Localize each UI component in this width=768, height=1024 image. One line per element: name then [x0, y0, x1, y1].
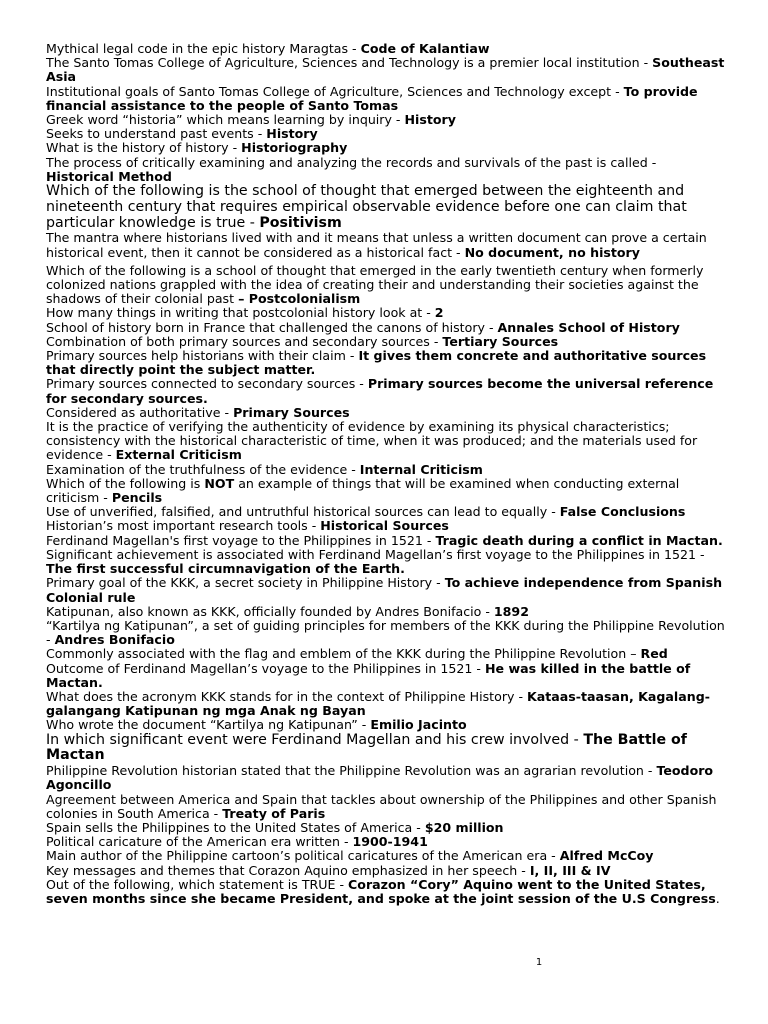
- answer-text: Andres Bonifacio: [54, 632, 175, 648]
- answer-text: 1900-1941: [352, 834, 428, 850]
- answer-text: No document, no history: [464, 244, 640, 260]
- qa-item: [46, 477, 726, 505]
- qa-item: [46, 264, 726, 307]
- answer-text: Alfred McCoy: [559, 848, 654, 864]
- qa-item: [46, 864, 726, 878]
- question-text: What is the history of history -: [46, 140, 242, 156]
- qa-item: [46, 835, 726, 849]
- qa-item: [46, 231, 726, 259]
- answer-text: Emilio Jacinto: [370, 717, 467, 733]
- question-text: Examination of the truthfulness of the evidence -: [46, 461, 360, 477]
- qa-item: [46, 349, 726, 377]
- answer-text: 1892: [493, 603, 529, 619]
- qa-item: [46, 420, 726, 463]
- question-text: How many things in writing that postcolonial history look at -: [46, 305, 435, 321]
- qa-item: [46, 733, 726, 765]
- question-text: Which of the following is: [46, 475, 205, 491]
- qa-item: [46, 184, 726, 231]
- page-number: 1: [535, 957, 543, 968]
- qa-item: [46, 662, 726, 690]
- question-text: What does the acronym KKK stands for in the context of Philippine History -: [46, 688, 527, 704]
- answer-text: It gives them concrete and authoritative sources that directly point the subject matter.: [46, 348, 707, 378]
- question-text: Political caricature of the American era written -: [46, 834, 353, 850]
- answer-text: – Postcolonialism: [238, 291, 361, 307]
- question-text: Commonly associated with the flag and emblem of the KKK during the Philippine Revolution –: [46, 646, 641, 662]
- question-text: Out of the following, which statement is TRUE -: [46, 876, 349, 892]
- answer-text: Annales School of History: [497, 319, 680, 335]
- qa-item: [46, 335, 726, 349]
- qa-item: [46, 306, 726, 320]
- answer-text: Tragic death during a conflict in Mactan.: [435, 532, 723, 548]
- qa-item: [46, 321, 726, 335]
- qa-item: [46, 619, 726, 647]
- answer-text: He was killed in the battle of Mactan.: [46, 660, 691, 690]
- answer-text: Primary sources become the universal reference for secondary sources.: [46, 376, 714, 406]
- question-text: The process of critically examining and analyzing the records and survivals of the past is called -: [46, 154, 657, 170]
- qa-item: [46, 377, 726, 405]
- qa-item: [46, 534, 726, 548]
- qa-item: [46, 156, 726, 184]
- question-text: Which of the following is a school of thought that emerged in the early twentieth century when formerly colonized nations grappled with the idea of creating their and understanding their societies against the shadows of their colonial past: [46, 262, 704, 307]
- question-text: Katipunan, also known as KKK, officially founded by Andres Bonifacio -: [46, 603, 494, 619]
- qa-item: [46, 821, 726, 835]
- qa-item: [46, 718, 726, 732]
- qa-item: [46, 793, 726, 821]
- qa-item: [46, 690, 726, 718]
- question-text: Significant achievement is associated with Ferdinand Magellan’s first voyage to the Philippines in 1521 -: [46, 546, 705, 562]
- qa-item: [46, 576, 726, 604]
- answer-text: Positivism: [259, 214, 342, 231]
- question-text: Agreement between America and Spain that tackles about ownership of the Philippines and other Spanish colonies in South America -: [46, 791, 717, 821]
- qa-item: [46, 878, 726, 906]
- question-text: The mantra where historians lived with and it means that unless a written document can prove a certain historical event, then it cannot be considered as a historical fact -: [46, 230, 707, 260]
- question-text: Who wrote the document “Kartilya ng Katipunan” -: [46, 717, 371, 733]
- qa-item: [46, 519, 726, 533]
- answer-text: Internal Criticism: [359, 461, 483, 477]
- qa-item: [46, 406, 726, 420]
- answer-text: Kataas-taasan, Kagalang-galangang Katipunan ng mga Anak ng Bayan: [46, 688, 710, 719]
- answer-text: 2: [434, 305, 444, 321]
- question-text: Primary goal of the KKK, a secret society in Philippine History -: [46, 575, 445, 591]
- question-text: Mythical legal code in the epic history Maragtas -: [46, 41, 361, 56]
- answer-text: Historical Method: [46, 168, 172, 184]
- question-text: Main author of the Philippine cartoon’s political caricatures of the American era -: [46, 848, 560, 864]
- answer-text: Historiography: [241, 140, 348, 156]
- answer-text: To provide financial assistance to the people of Santo Tomas: [46, 83, 698, 113]
- question-text: Use of unverified, falsified, and untruthful historical sources can lead to equally -: [46, 504, 560, 520]
- answer-text: Treaty of Paris: [222, 805, 326, 821]
- question-text: Which of the following is the school of thought that emerged between the eighteenth and nineteenth century that requires empirical observable evidence before one can claim that particular knowledge is true -: [46, 183, 687, 231]
- answer-text: Red: [640, 646, 668, 662]
- question-text: “Kartilya ng Katipunan”, a set of guiding principles for members of the KKK during the Philippine Revolution -: [46, 617, 725, 648]
- answer-text: The Battle of Mactan: [46, 731, 687, 764]
- question-text: Historian’s most important research tools -: [46, 518, 321, 534]
- qa-item: [46, 849, 726, 863]
- question-text: an example of things that will be examined when conducting external criticism -: [46, 475, 680, 506]
- answer-text: History: [266, 126, 318, 142]
- answer-text: Code of Kalantiaw: [360, 41, 490, 56]
- question-text: Primary sources connected to secondary sources -: [46, 376, 368, 392]
- question-text: Greek word “historia” which means learning by inquiry -: [46, 112, 405, 128]
- answer-text: Pencils: [111, 490, 163, 506]
- question-text: School of history born in France that challenged the canons of history -: [46, 319, 498, 335]
- question-text: Philippine Revolution historian stated that the Philippine Revolution was an agrarian revolution -: [46, 763, 657, 779]
- qa-item: [46, 505, 726, 519]
- qa-item: [46, 463, 726, 477]
- question-text: Key messages and themes that Corazon Aquino emphasized in her speech -: [46, 862, 530, 878]
- answer-text: History: [404, 112, 456, 128]
- answer-text: Corazon “Cory” Aquino went to the United States, seven months since she became President, and spoke at the joint session of the U.S Congress: [46, 876, 716, 906]
- question-text: In which significant event were Ferdinand Magellan and his crew involved -: [46, 731, 584, 748]
- qa-item: [46, 56, 726, 84]
- answer-text: Primary Sources: [233, 404, 350, 420]
- answer-text: To achieve independence from Spanish Colonial rule: [46, 575, 723, 605]
- answer-text: Southeast Asia: [46, 55, 725, 85]
- question-text: Outcome of Ferdinand Magellan’s voyage to the Philippines in 1521 -: [46, 660, 485, 676]
- answer-text: $20 million: [424, 819, 504, 835]
- qa-item: [46, 605, 726, 619]
- qa-item: [46, 113, 726, 127]
- qa-item: [46, 548, 726, 576]
- answer-text: Historical Sources: [320, 518, 449, 534]
- question-text: Seeks to understand past events -: [46, 126, 267, 142]
- emphasis-text: NOT: [204, 475, 235, 491]
- question-text: It is the practice of verifying the authenticity of evidence by examining its physical characteristics; consistency with the historical characteristic of time, when it was produced; and the materials used for evidence -: [46, 419, 698, 463]
- question-text: Ferdinand Magellan's first voyage to the Philippines in 1521 -: [46, 532, 436, 548]
- qa-item: [46, 764, 726, 792]
- answer-text: The first successful circumnavigation of the Earth.: [46, 561, 405, 577]
- answer-text: Tertiary Sources: [442, 333, 559, 349]
- qa-item: [46, 42, 726, 56]
- qa-item: [46, 141, 726, 155]
- question-text: Primary sources help historians with their claim -: [46, 348, 359, 364]
- qa-item: [46, 127, 726, 141]
- qa-item: [46, 647, 726, 661]
- answer-text: External Criticism: [115, 447, 242, 463]
- answer-text: Teodoro Agoncillo: [46, 763, 714, 793]
- qa-document: [46, 42, 726, 906]
- answer-text: I, II, III & IV: [529, 862, 611, 878]
- question-text: Considered as authoritative -: [46, 404, 234, 420]
- question-text: Combination of both primary sources and secondary sources -: [46, 333, 443, 349]
- question-text: Institutional goals of Santo Tomas College of Agriculture, Sciences and Technology except -: [46, 83, 624, 99]
- qa-item: [46, 85, 726, 113]
- question-text: The Santo Tomas College of Agriculture, Sciences and Technology is a premier local institution -: [46, 55, 653, 71]
- trailing-text: .: [715, 890, 720, 906]
- question-text: Spain sells the Philippines to the United States of America -: [46, 819, 425, 835]
- answer-text: False Conclusions: [559, 504, 686, 520]
